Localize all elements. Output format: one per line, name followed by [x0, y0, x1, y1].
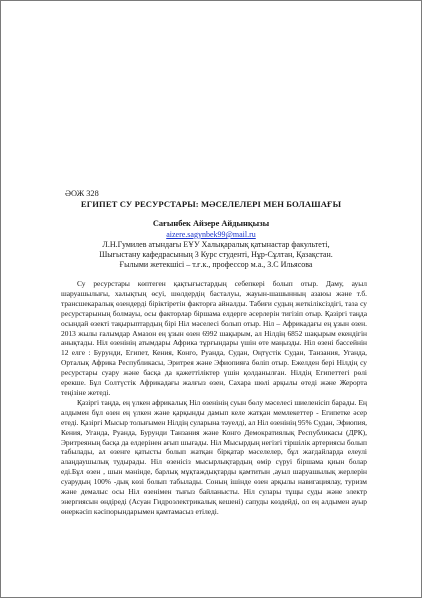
author-affiliation: [61, 240, 371, 271]
affiliation-line: Ғылыми жетекшісі – т.ғ.к., профессор м.а., З.С Ильясова: [119, 260, 313, 270]
affiliation-line: Шығыстану кафедрасының 3 Курс студенті, Нұр-Сұлтан, Қазақстан.: [99, 250, 333, 260]
article-body: [61, 279, 367, 517]
author-name: Сағынбек Айзере Айдынқызы: [152, 219, 270, 228]
affiliation-line: Л.Н.Гумилев атындағы ЕҰУ Халықаралық қатынастар факультеті,: [102, 240, 330, 249]
article-title: ЕГИПЕТ СУ РЕСУРСТАРЫ: МӘСЕЛЕЛЕРІ МЕН БОЛАШАҒЫ: [80, 199, 342, 209]
author-email-link[interactable]: aizere.sagynbek99@mail.ru: [166, 230, 256, 239]
body-paragraph: Қазіргі таңда, ең үлкен африкалық Ніл өзенінің суын бөлу мәселесі шиеленісіп барады. Ең алдымен бұл өзен ең үлкен және қарқынды дамып келе жатқан мемлекеттер - Египетке әсер етеді. Қазіргі Мысыр толығымен Нілдің суларына тәуелді, ал Ніл өзенінің 95% Судан, Эфиопия, Кения, Уганда, Руанда, Бурунди Танзания және Конго Демократиялық Республикасы (ДРК), Эритреяның басқа да елдерінен ағып шығады. Ніл Мысырдың негізгі тіршілік артериясы болып табылады, ал өзенге қатысты болып жатқан бірқатар мәселелер, бұл жағдайларда елеулі алаңдаушылық тудырады. Ніл өзенісіз мысырлықтардың өмір сүруі біршама қиын болар еді.Бұл өзен , шын мәнінде, барлық мұқтаждықтарды қамтитын ,ауыл шаруашылық жерлерін суарудың 100% -дық көзі болып табылады. Соның ішінде өзен арқылы навигациялау, туризм және демалыс осы Ніл өзенімен тығыз байланысты. Ніл сулары тұщы суды және электр энергиясын өндіреді (Асуан Гидроэлектрикалық кешені) сапуды көздейді, ол ең алдымен ауыр өнеркәсіп кәсіпорындарымен қамтамасыз етіледі.: [61, 397, 368, 516]
udk-code: ӘОЖ 328: [65, 189, 99, 198]
body-paragraph: Су ресурстары көптеген қақтығыстардың себепкері болып отыр. Даму, ауыл шаруашылығы, халықтың өсуі, шөлдердің басталуы, жауын-шашынның азаюы және т.б. трансшекаралық өзендерді біріктіретін факторға айналды. Табиғи судың жеткіліксіздігі, таза су ресурстарының болмауы, осы факторлар біршама елдерге әсерлерін тигізіп отыр. Қазіргі таңда осындай өзекті тақырыптардың бірі Ніл мәселесі болып отыр. Ніл – Африкадағы ең ұзын өзен. 2013 жылы ғалымдар Амазон ең ұзын өзен 6992 шақырым, ал Нілдің 6852 шақырым екендігін анықтады. Ніл өзенінің атымдары Африка тұрғындары үшін өте маңызды. Ніл өзені бассейнін 12 елге : Бурунди, Египет, Кения, Конго, Руанда, Судан, Оңтүстік Судан, Танзания, Уганда, Орталық Африка Республикасы, Эритрея және Эфиопияға бөліп отыр. Ежелден бері Нілдің су ресурстары суару және басқа да қажеттіліктер үшін қолданылған. Нілдің Египеттегі рөлі ерекше. Бұл Солтүстік Африкадағы жалғыз өзен, Сахара шөлі арқылы өтеді және Жерорта теңізіне жетеді.: [61, 279, 367, 397]
